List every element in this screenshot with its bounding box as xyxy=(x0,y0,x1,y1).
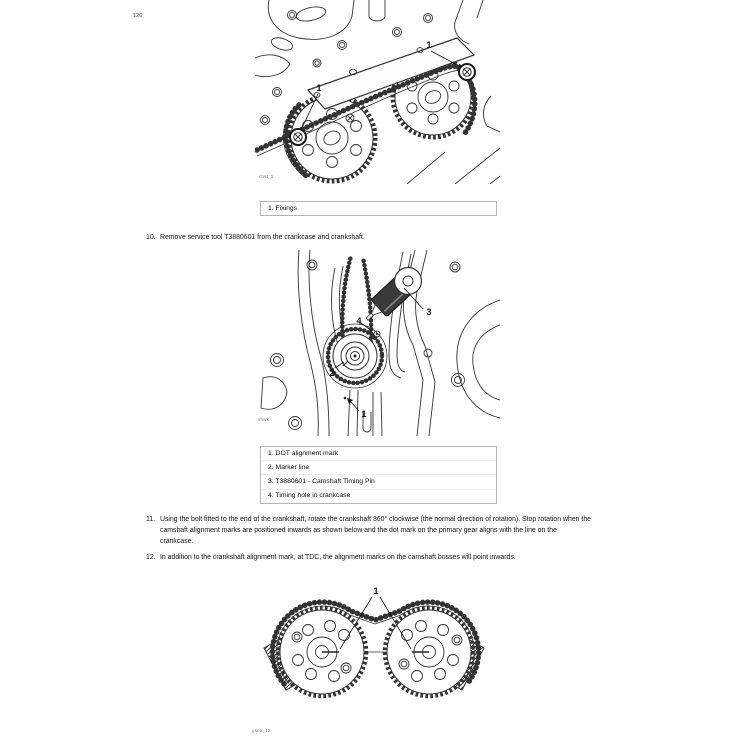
fig1-callout-1b: 1 xyxy=(316,83,322,93)
step-list-11-12 xyxy=(146,514,592,568)
figure-crankshaft-timing-pin xyxy=(255,250,500,436)
caption-row: 1. Fixings xyxy=(268,204,298,212)
timing-hole-center xyxy=(376,333,378,335)
figure-timing-chain-plate xyxy=(255,0,500,184)
fig1-callout-1a: 1 xyxy=(426,40,432,50)
fig2-watermark: shwk xyxy=(258,417,270,422)
step-12-text: In addition to the crankshaft alignment mark, at TDC, the alignment marks on the camshaft bosses will point inwards. xyxy=(160,554,516,561)
caption-row: 2. Marker line xyxy=(261,460,496,474)
dot-alignment-mark xyxy=(344,397,347,400)
caption-table-alignment xyxy=(260,446,497,504)
caption-row: 3. T3880601 - Camshaft Timing Pin xyxy=(261,474,496,488)
step-11 xyxy=(146,514,592,547)
step-10-text: Remove service tool T3880601 from the crankcase and crankshaft. xyxy=(160,234,365,241)
fig2-callout-3: 3 xyxy=(426,307,432,317)
step-10-number: 10. xyxy=(146,234,156,241)
figure-1-illustration xyxy=(255,0,500,184)
fig2-callout-2: 2 xyxy=(329,368,335,378)
figure-2-illustration xyxy=(255,250,500,436)
caption-table-fixings xyxy=(260,201,497,216)
step-11-text: Using the bolt fitted to the end of the crankshaft, rotate the crankshaft 360° clockwise (the normal direction of rotation). Stop rotation when the camshaft alignment marks are positioned inwards as shown below and the dot mark on the primary gear aligns with the line on the crankcase. xyxy=(160,516,591,545)
fig3-watermark: gsea_12 xyxy=(252,728,271,733)
step-list-10 xyxy=(146,232,592,248)
caption-row: 1. DOT alignment mark xyxy=(268,449,339,457)
fixing-screw-right xyxy=(459,64,475,80)
crankcase-backdrop xyxy=(261,250,500,436)
page-number: 126 xyxy=(133,13,143,19)
fig2-callout-4: 4 xyxy=(356,316,362,326)
step-12-number: 12. xyxy=(146,554,156,561)
figure-3-illustration xyxy=(256,578,492,724)
fig3-callout-1: 1 xyxy=(373,586,379,596)
step-12 xyxy=(146,552,592,563)
fixing-screw-left xyxy=(290,129,306,145)
step-10 xyxy=(146,232,592,243)
step-11-number: 11. xyxy=(146,516,156,523)
caption-row: 4. Timing hole in crankcase xyxy=(261,489,496,503)
figure-alignment-marks xyxy=(256,578,492,724)
fig2-callout-1: 1 xyxy=(361,409,367,419)
fig1-watermark: chst_1 xyxy=(259,174,274,179)
